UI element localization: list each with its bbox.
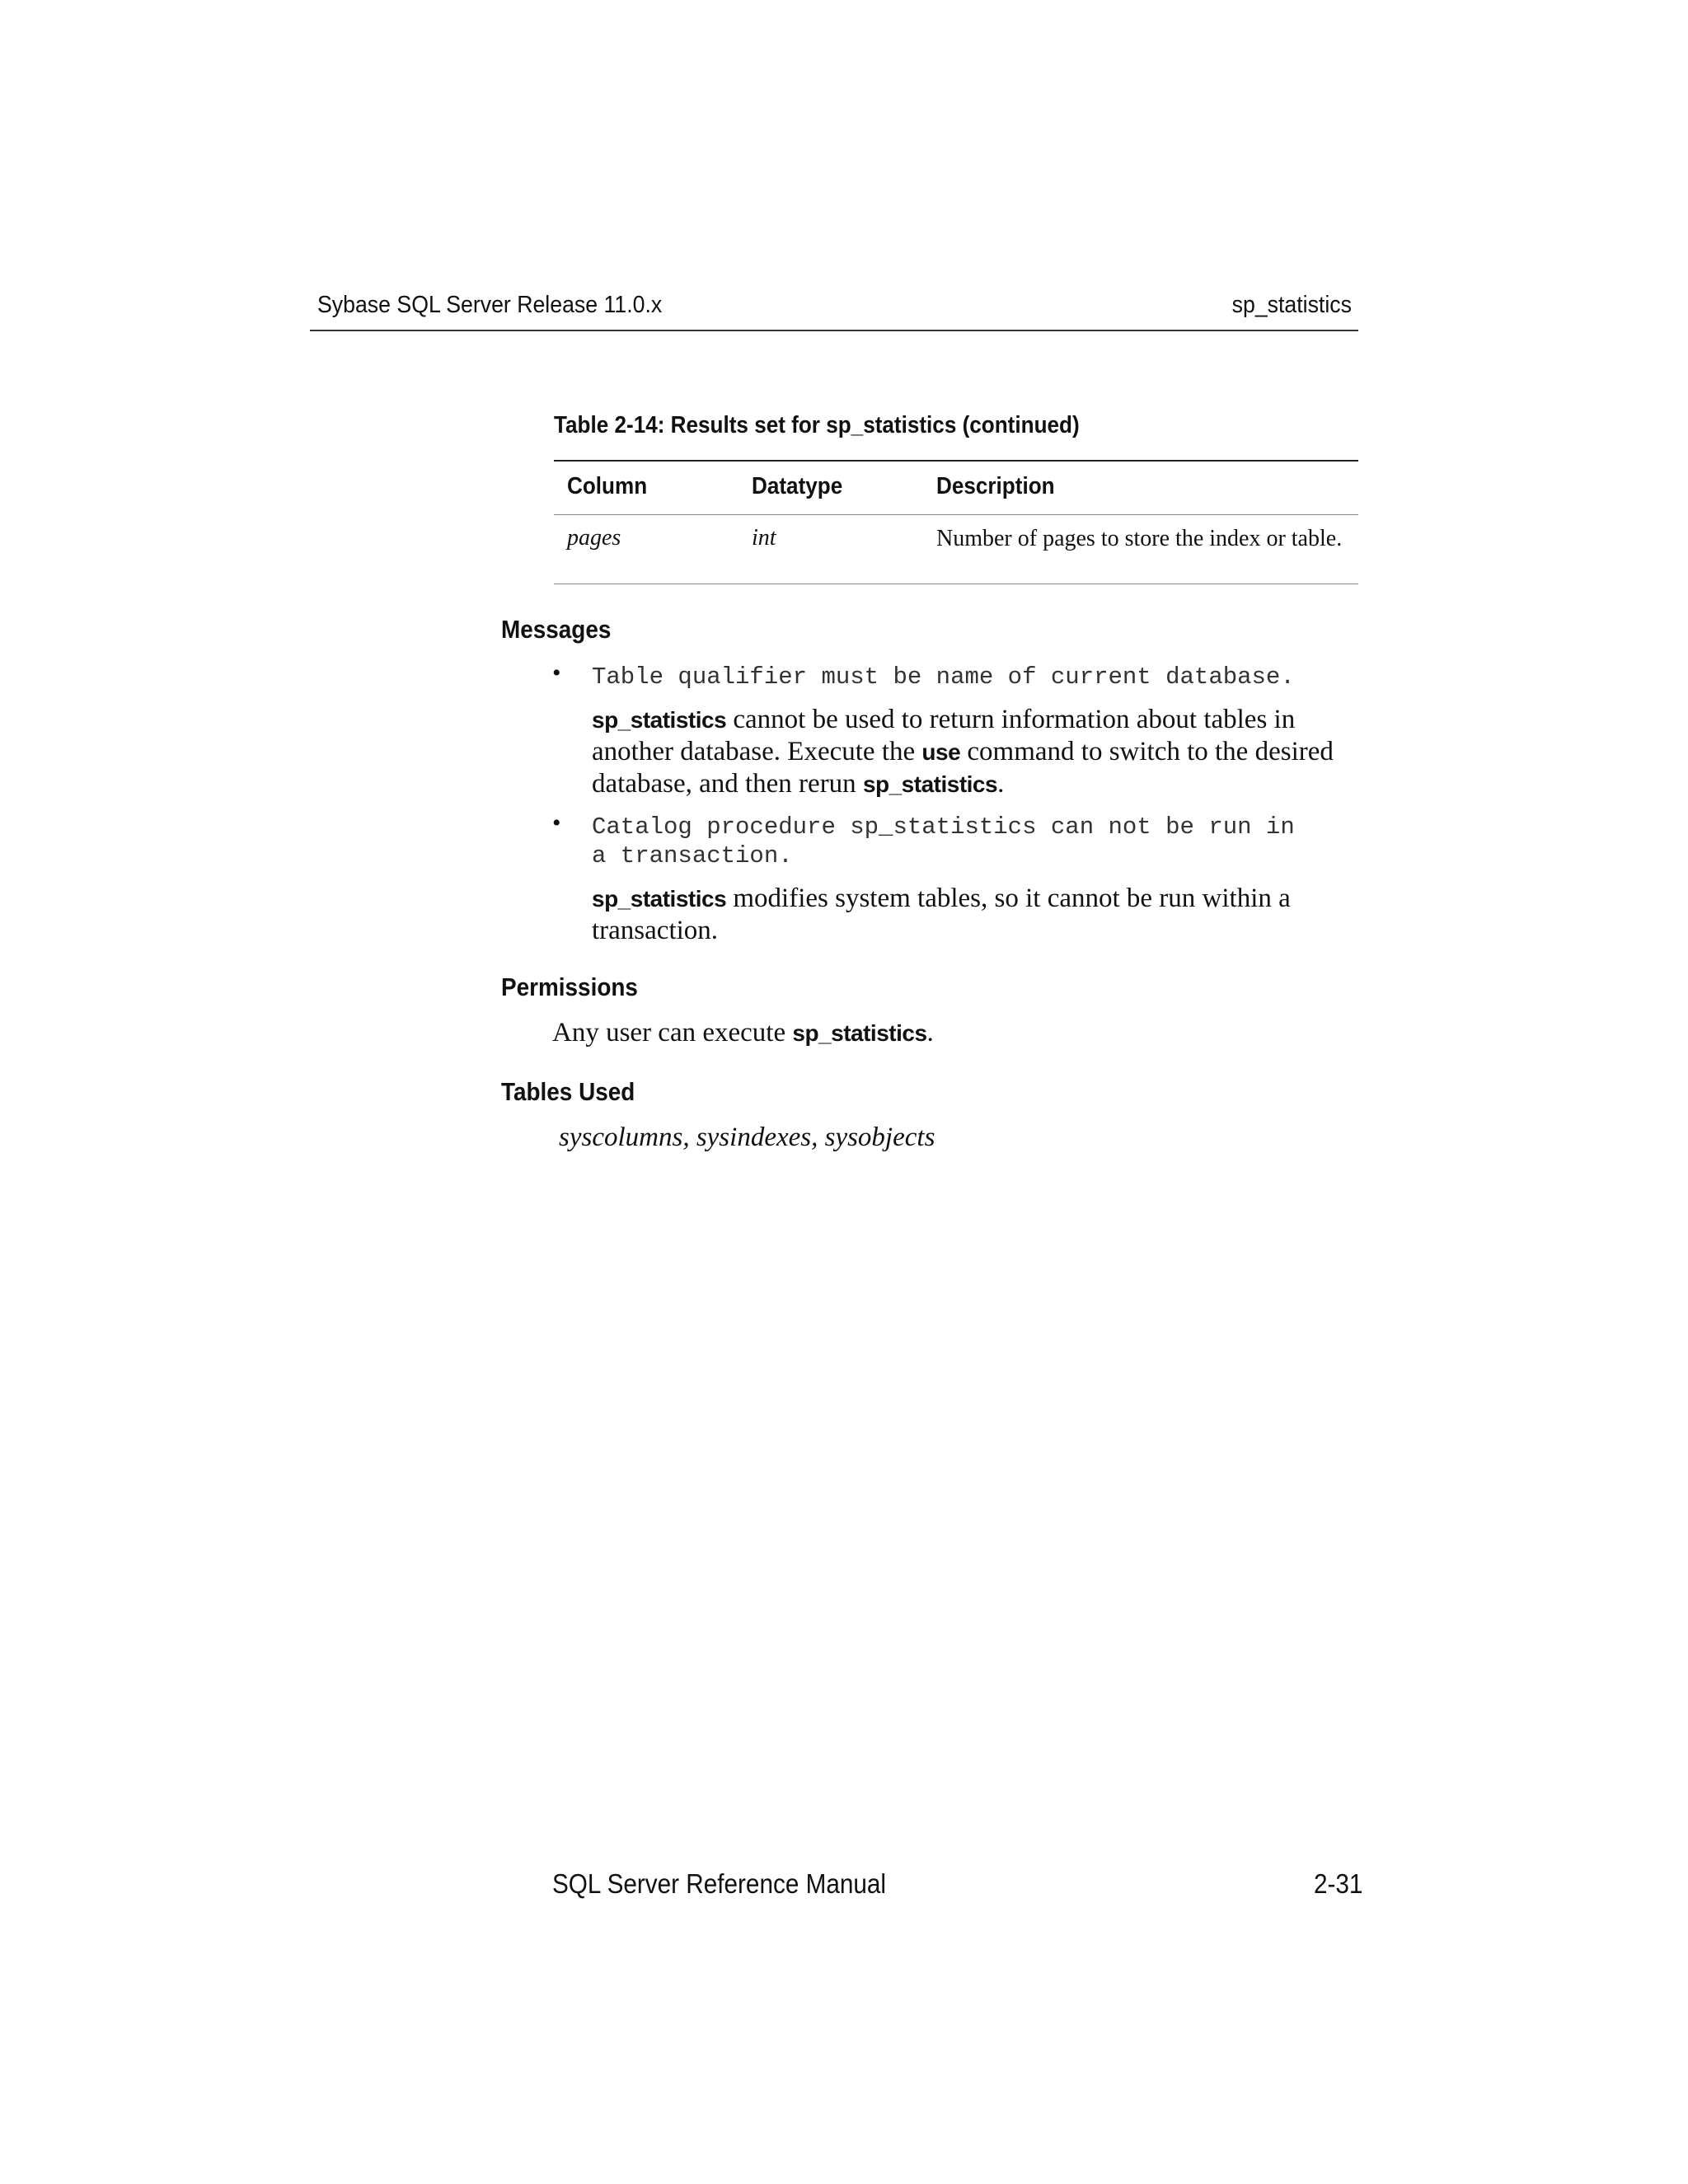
command-name: sp_statistics xyxy=(592,886,727,912)
command-name: use xyxy=(921,739,961,765)
header-datatype: Datatype xyxy=(752,473,843,499)
cell-column: pages xyxy=(567,525,621,551)
bullet: • xyxy=(552,809,561,837)
command-name: sp_statistics xyxy=(792,1020,927,1046)
header-release: Sybase SQL Server Release 11.0.x xyxy=(317,292,663,318)
table-row xyxy=(554,515,1358,584)
cell-datatype: int xyxy=(752,525,776,551)
permissions-text: Any user can execute sp_statistics. xyxy=(552,1018,934,1047)
page-number: 2-31 xyxy=(1314,1868,1363,1899)
message-explanation: sp_statistics cannot be used to return information about tables in another database. Execute the use command to switch to the desired database, and then rerun sp_statistics. xyxy=(592,705,1334,799)
message-code: Catalog procedure sp_statistics can not be run in a transaction. xyxy=(592,813,1295,869)
header-description: Description xyxy=(936,473,1055,499)
tables-used-heading: Tables Used xyxy=(501,1077,635,1106)
running-header xyxy=(310,288,1358,331)
command-name: sp_statistics xyxy=(592,707,727,733)
table-header-row xyxy=(554,460,1358,515)
permissions-heading: Permissions xyxy=(501,972,638,1001)
table-caption: Table 2-14: Results set for sp_statistics (continued) xyxy=(554,412,1080,438)
bullet: • xyxy=(552,659,561,687)
header-column: Column xyxy=(567,473,648,499)
message-code: Table qualifier must be name of current database. xyxy=(592,663,1295,691)
command-name: sp_statistics xyxy=(862,771,998,797)
message-explanation: sp_statistics modifies system tables, so it cannot be run within a transaction. xyxy=(592,883,1291,945)
footer-manual-title: SQL Server Reference Manual xyxy=(552,1868,886,1899)
messages-heading: Messages xyxy=(501,615,612,644)
tables-used-list: syscolumns, sysindexes, sysobjects xyxy=(559,1122,935,1152)
header-section: sp_statistics xyxy=(1231,292,1352,318)
cell-description: Number of pages to store the index or table. xyxy=(936,526,1343,551)
results-table xyxy=(554,460,1358,584)
